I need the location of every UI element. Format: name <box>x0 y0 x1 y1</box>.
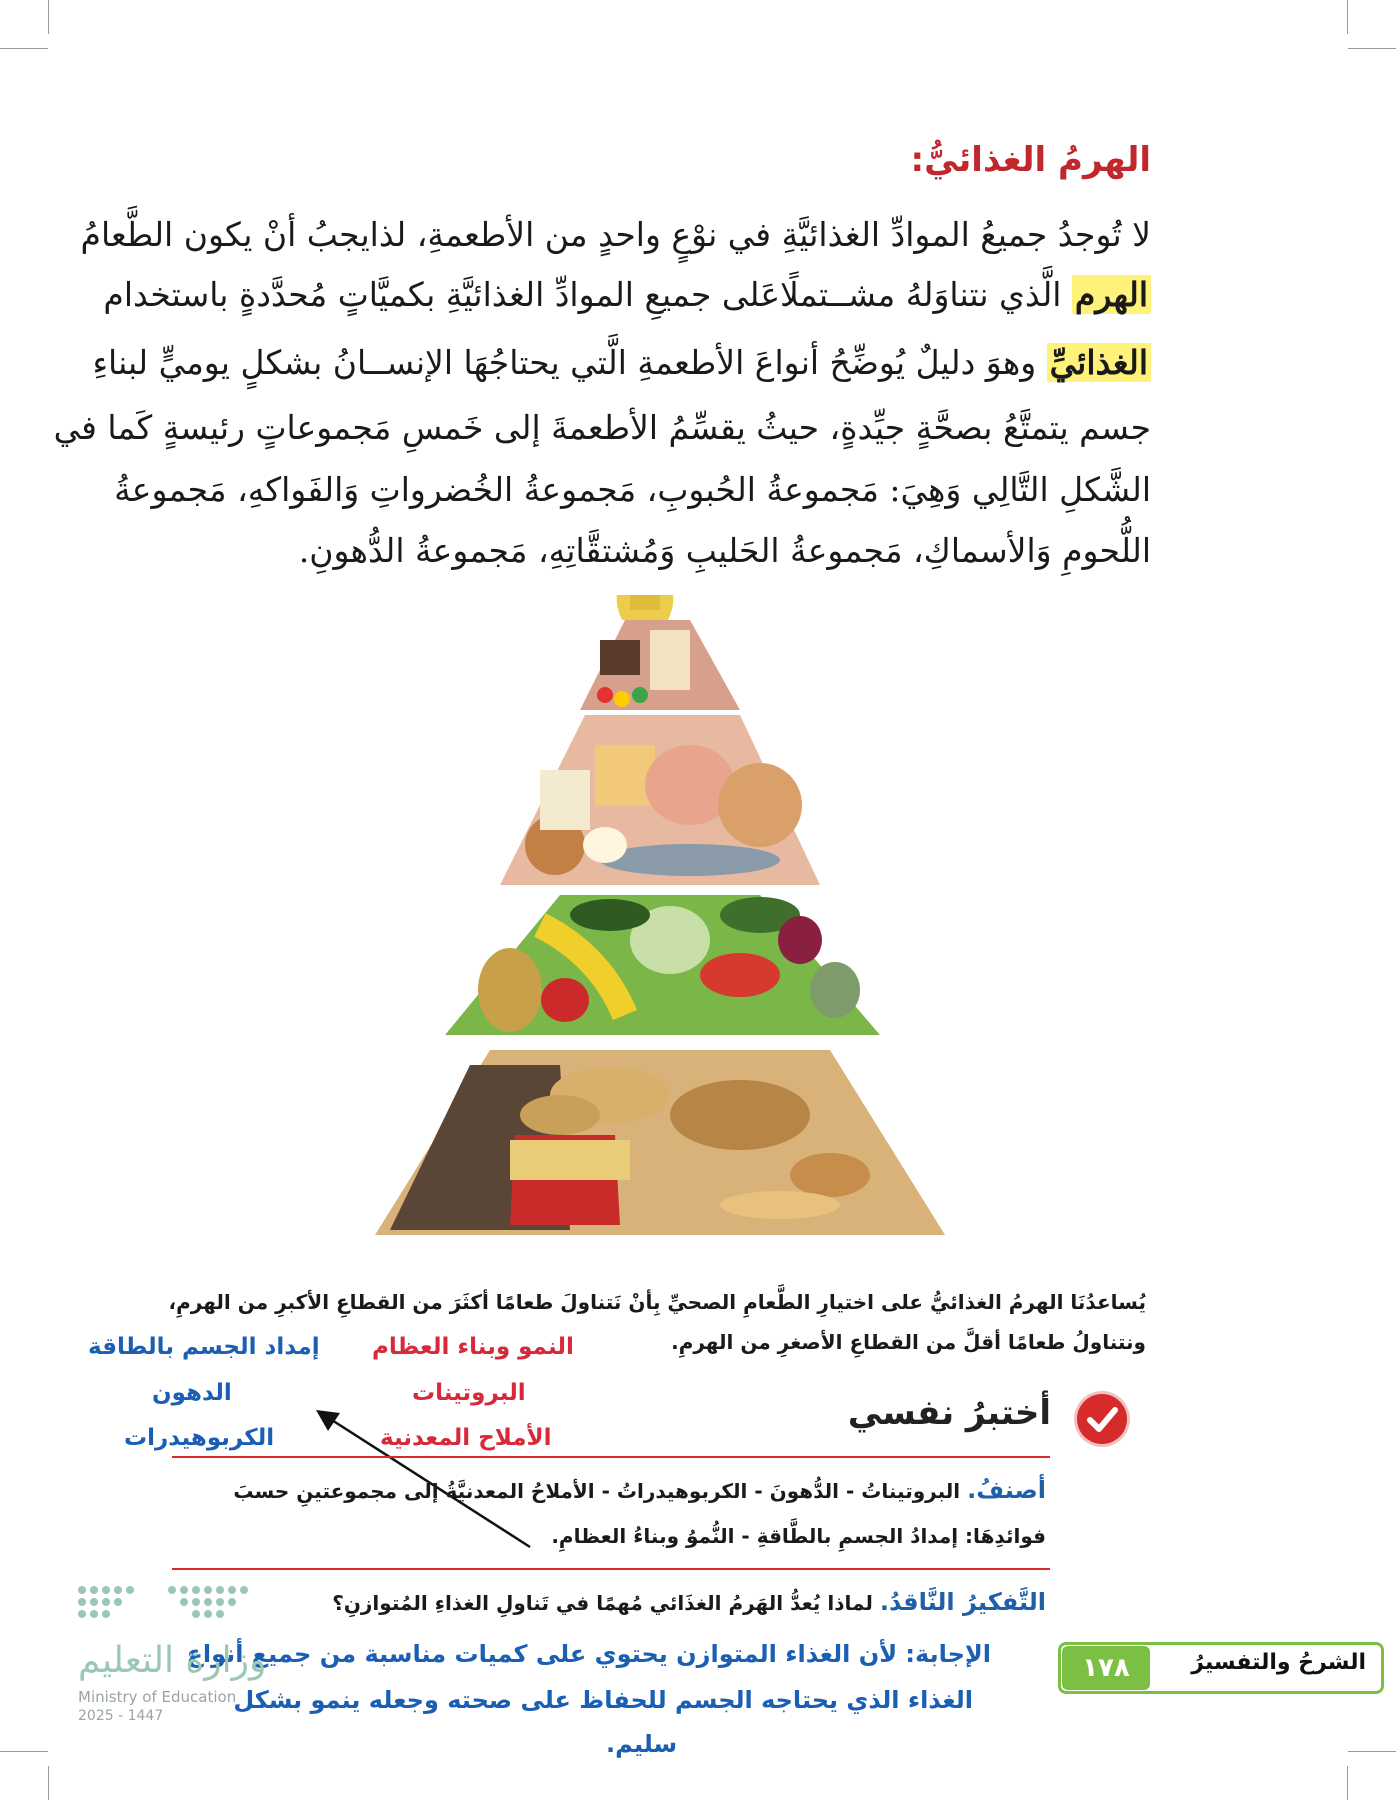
classify-question <box>166 1476 1046 1504</box>
section-label: الشرحُ والتفسيرُ <box>1191 1650 1366 1675</box>
annotation-carbohydrates: الكربوهيدرات <box>124 1425 275 1451</box>
critical-thinking-text: لماذا يُعدُّ الهَرمُ الغذَائي مُهمًا في تَناولِ الغذاءِ المُتوازنِ؟ <box>332 1591 873 1615</box>
crop-mark <box>1348 48 1396 49</box>
crop-mark <box>48 0 49 34</box>
classify-text: البروتيناتُ - الدُّهونَ - الكربوهيدراتُ - الأملاحُ المعدنيَّةُ إلى مجموعتينِ حسبَ <box>233 1479 961 1503</box>
crop-mark <box>1347 0 1348 34</box>
caption-line: ونتناولُ طعامًا أقلَّ من القطاعِ الأصغرِ من الهرمِ. <box>671 1330 1146 1354</box>
annotation-proteins: البروتينات <box>412 1380 526 1406</box>
highlighted-term: الغذائيِّ <box>1047 343 1151 382</box>
critical-thinking-key: التَّفكيرُ النَّاقدُ. <box>879 1588 1046 1616</box>
crop-mark <box>1348 1751 1396 1752</box>
divider <box>172 1568 1050 1570</box>
paragraph-line <box>103 272 1151 318</box>
paragraph-line: اللُّحومِ وَالأسماكِ، مَجموعةُ الحَليبِ وَمُشتقَّاتِهِ، مَجموعةُ الدُّهونِ. <box>298 531 1151 570</box>
paragraph-line: لا تُوجدُ جميعُ الموادِّ الغذائيَّةِ في نوْعٍ واحدٍ من الأطعمةِ، لذايجبُ أنْ يكون الطَّعامُ <box>80 215 1151 254</box>
divider <box>172 1456 1050 1458</box>
paragraph-text: وهوَ دليلٌ يُوضِّحُ أنواعَ الأطعمةِ الَّتي يحتاجُهَا الإنســانُ بشكلٍ يوميٍّ لبناءِ <box>92 343 1037 382</box>
crop-mark <box>0 48 48 49</box>
page-number: ١٧٨ <box>1062 1646 1150 1690</box>
paragraph-line: جسم يتمتَّعُ بصحَّةٍ جيِّدةٍ، حيثُ يقسِّمُ الأطعمةَ إلى خَمسِ مَجموعاتٍ رئيسةٍ كَما في <box>53 408 1151 447</box>
answer-line: سليم. <box>606 1730 678 1758</box>
answer-line: الإجابة: لأن الغذاء المتوازن يحتوي على كميات مناسبة من جميع أنواع <box>186 1640 991 1668</box>
crop-mark <box>0 1751 48 1752</box>
critical-thinking-question <box>166 1588 1046 1616</box>
paragraph-line <box>92 340 1151 386</box>
caption-line: يُساعدُنَا الهرمُ الغذائيُّ على اختيارِ الطَّعامِ الصحيِّ بِأنْ نَتناولَ طعامًا أكثَرَ من القطاعِ الأكبرِ من الهرمِ، <box>168 1290 1146 1314</box>
food-pyramid-image <box>360 595 960 1235</box>
annotation-minerals: الأملاح المعدنية <box>380 1425 552 1451</box>
ministry-year: 2025 - 1447 <box>78 1708 164 1724</box>
paragraph-line: الشَّكلِ التَّالِي وَهِيَ: مَجموعةُ الحُبوبِ، مَجموعةُ الخُضرواتِ وَالفَواكهِ، مَجموعةُ <box>114 470 1151 509</box>
highlighted-term: الهرم <box>1072 275 1151 314</box>
answer-line: الغذاء الذي يحتاجه الجسم للحفاظ على صحته وجعله ينمو بشكل <box>233 1686 973 1714</box>
crop-mark <box>1347 1766 1348 1800</box>
classify-question-cont: فوائدِهَا: إمدادُ الجسمِ بالطَّاقةِ - النُّموُ وبناءُ العظامِ. <box>551 1524 1046 1548</box>
annotation-fats: الدهون <box>152 1380 232 1406</box>
checkmark-icon <box>1077 1394 1127 1444</box>
ministry-name-english: Ministry of Education <box>78 1688 237 1706</box>
test-yourself-title: أختبرُ نفسي <box>847 1393 1051 1433</box>
annotation-energy: إمداد الجسم بالطاقة <box>88 1334 320 1360</box>
classify-key: أصنفُ. <box>967 1476 1046 1504</box>
ministry-name-arabic: وزارة التعليم <box>78 1640 267 1681</box>
crop-mark <box>48 1766 49 1800</box>
paragraph-text: الَّذي نتناوَلهُ مشــتملًاعَلى جميعِ الموادِّ الغذائيَّةِ بكميَّاتٍ مُحدَّدةٍ باستخدام <box>103 275 1062 314</box>
annotation-growth: النمو وبناء العظام <box>372 1334 574 1360</box>
section-heading: الهرمُ الغذائيُّ: <box>910 140 1151 180</box>
